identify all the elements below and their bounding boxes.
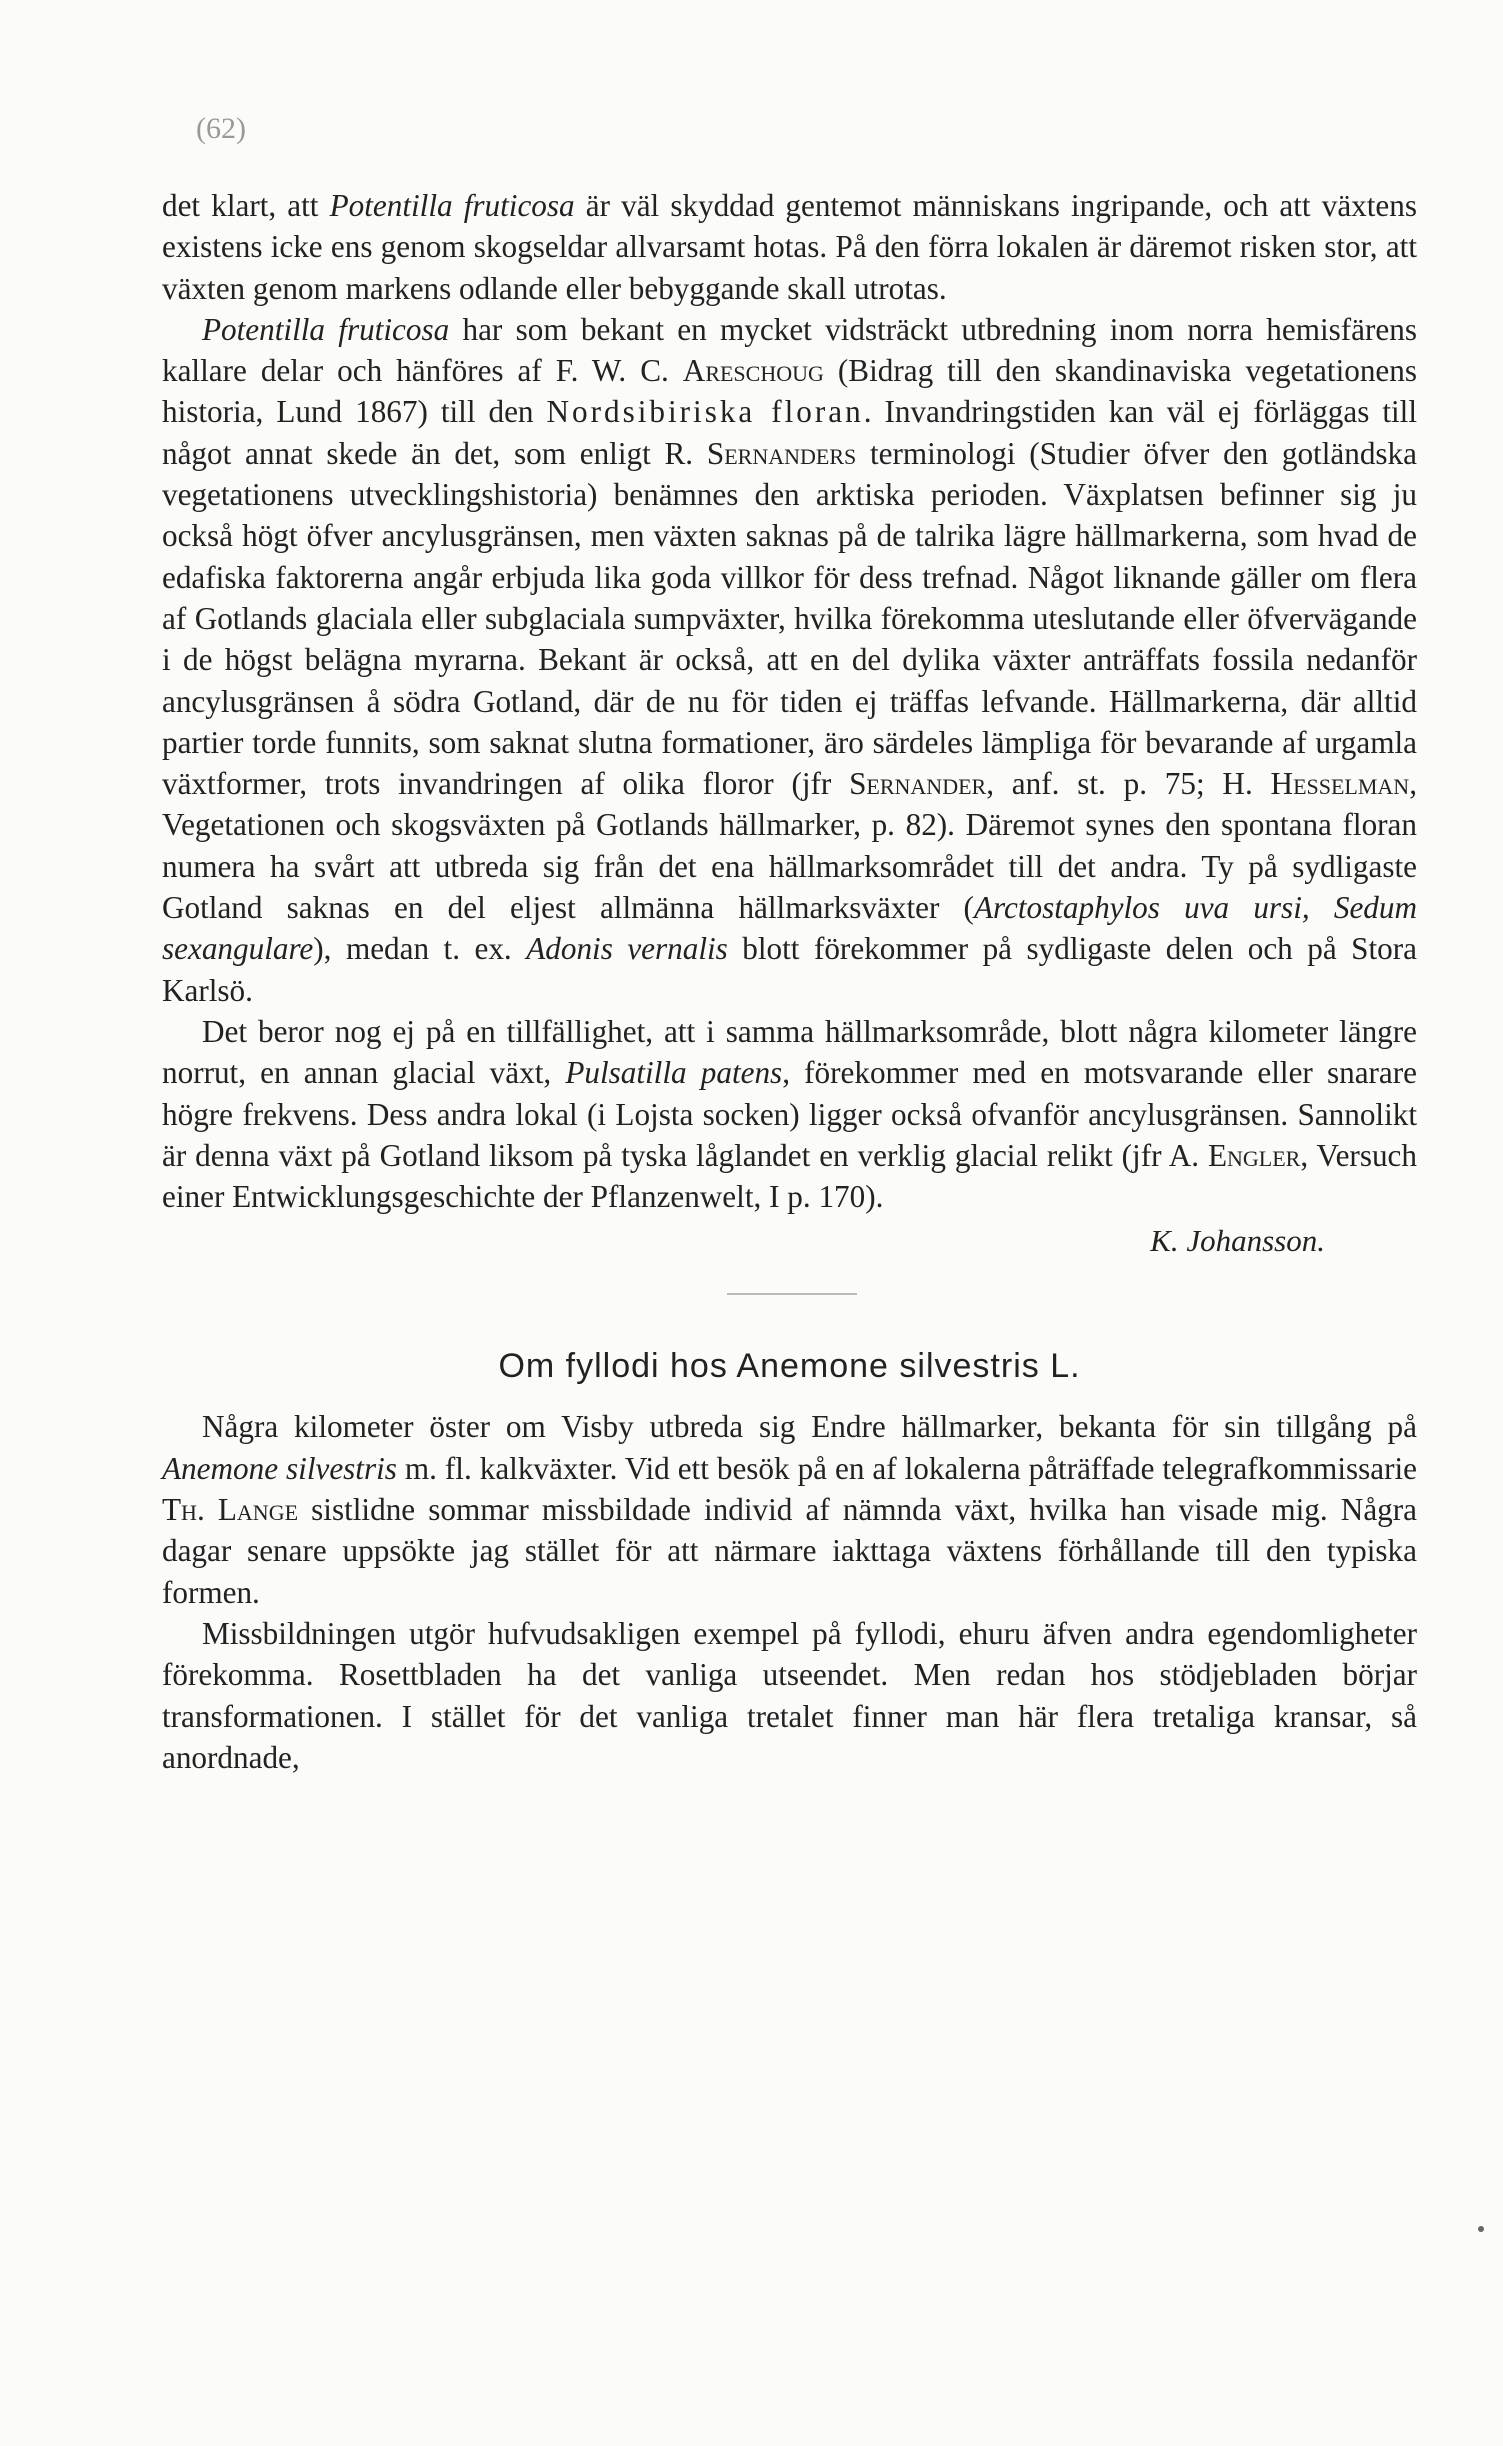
species-name: Arctostaphylos uva ursi, Sedum sexangulare [162,890,1417,967]
species-name: Adonis vernalis [526,931,728,967]
article1-paragraph-2: Potentilla fruticosa har som bekant en mycket vidsträckt utbredning inom norra hemisfärens kallare delar och hänföres af F. W. C. Areschoug (Bidrag till den skandinaviska vegetationens historia, Lund 1867) till den Nordsibiriska floran. Invandringstiden kan väl ej förläggas till något annat skede än det, som enligt R. Sernanders terminologi (Studier öfver den gotländska vegetationens utvecklingshistoria) benämnes den arktiska perioden. Växplatsen befinner sig ju också högt öfver ancylusgränsen, men växten saknas på de talrika lägre hällmarkerna, som hvad de edafiska faktorerna angår erbjuda lika goda villkor för dess trefnad. Något liknande gäller om flera af Gotlands glaciala eller subglaciala sumpväxter, hvilka förekomma uteslutande eller öfvervägande i de högst belägna myrarna. Bekant är också, att en del dylika växter anträffats fossila nedanför ancylusgränsen å södra Gotland, där de nu för tiden ej träffas lefvande. Hällmarkerna, där alltid partier torde funnits, som saknat slutna formationer, äro särdeles lämpliga för bevarande af urgamla växtformer, trots invandringen af olika floror (jfr Sernander, anf. st. p. 75; H. Hesselman, Vegetationen och skogsväxten på Gotlands hällmarker, p. 82). Däremot synes den spontana floran numera ha svårt att utbreda sig från det ena hällmarksområdet till det andra. Ty på sydligaste Gotland saknas en del eljest allmänna hällmarksväxter (Arctostaphylos uva ursi, Sedum sexangulare), medan t. ex. Adonis vernalis blott förekommer på sydligaste delen och på Stora Karlsö. [162,311,1417,1008]
article1-paragraph-3: Det beror nog ej på en tillfällighet, att i samma hällmarksområde, blott några kilometer längre norrut, en annan glacial växt, Pulsatilla patens, förekommer med en motsvarande eller snarare högre frekvens. Dess andra lokal (i Lojsta socken) ligger också ofvanför ancylusgränsen. Sannolikt är denna växt på Gotland liksom på tyska låglandet en verklig glacial relikt (jfr A. Engler, Versuch einer Entwicklungsgeschichte der Pflanzenwelt, I p. 170). [162,1013,1417,1215]
author-name: Engler [1207,1137,1301,1173]
article2-paragraph-2: Missbildningen utgör hufvudsakligen exempel på fyllodi, ehuru äfven andra egendomligheter förekomma. Rosettbladen ha det vanliga utseendet. Men redan hos stödjebladen börjar transformationen. I stället för det vanliga tretalet finner man här flera tretaliga kransar, så anordnade, [162,1615,1417,1775]
species-name: Anemone silvestris [162,1450,397,1486]
species-name: Potentilla fruticosa [329,188,575,223]
article2-paragraph-1: Några kilometer öster om Visby utbreda sig Endre hällmarker, bekanta för sin tillgång på Anemone silvestris m. fl. kalkväxter. Vid ett besök på en af lokalerna påträffade telegrafkommissarie Th. Lange sistlidne sommar missbildade individ af nämnda växt, hvilka han visade mig. Några dagar senare uppsökte jag stället för att närmare iakttaga växtens förhållande till den typiska formen. [162,1409,1417,1610]
author-name: Sernanders [706,435,857,471]
author-name: Hesselman [1270,766,1410,802]
section-divider [727,1293,857,1295]
author-name: Areschoug [682,353,824,389]
article-title: Om fyllodi hos Anemone silvestris L. [498,1347,1081,1386]
ink-speck [1478,2226,1484,2232]
author-name: Sernander [849,766,987,802]
spaced-term: Nordsibiriska floran [546,394,864,430]
text-column [162,185,1417,1778]
author-signature: K. Johansson. [1150,1223,1325,1259]
species-name: Potentilla fruticosa [202,311,450,347]
article1-paragraph-1: det klart, att Potentilla fruticosa är väl skyddad gentemot människans ingripande, och att växtens existens icke ens genom skogseldar allvarsamt hotas. På den förra lokalen är däremot risken stor, att växten genom markens odlande eller bebyggande skall utrotas. [162,188,1417,306]
page-number: (62) [196,112,246,145]
species-name: Pulsatilla patens [565,1055,783,1091]
author-name: Th. Lange [162,1492,299,1528]
